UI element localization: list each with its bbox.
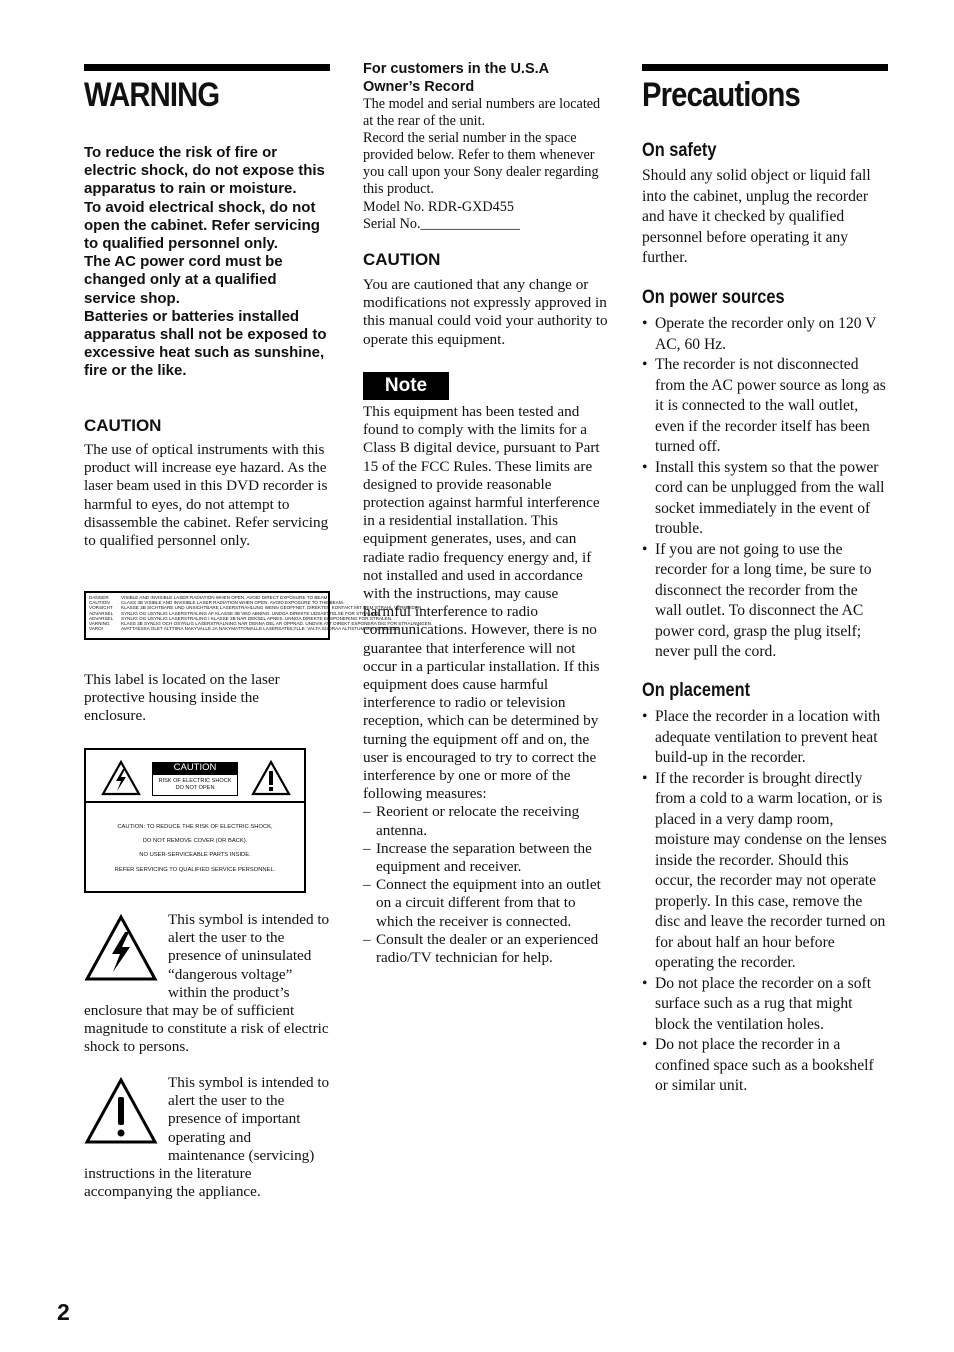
caution-plate-line: NO USER-SERVICEABLE PARTS INSIDE. [139, 852, 251, 859]
list-item: – Connect the equipment into an outlet on a circuit different from that to which the receiver is connected. [363, 876, 609, 931]
usa-heading [363, 61, 609, 96]
warning-title: WARNING [84, 76, 220, 114]
symbol2-text-a [84, 1074, 330, 1201]
precautions-title: Precautions [642, 76, 800, 114]
laser-label-tag: VARO! [89, 626, 103, 632]
list-item: – Consult the dealer or an experienced radio/TV technician for help. [363, 931, 609, 967]
caution-plate-lines [86, 820, 304, 877]
warning-statement: The AC power cord must be changed only at a qualified service shop. [84, 253, 283, 307]
laser-label-tag: CAUTION [89, 600, 110, 606]
laser-label-text: KLASSE 3B SICHTBARE UND UNSICHTBARE LASERSTRAHLUNG WENN GEOFFNET. DIREKTEN KONTAKT MIT DEM STRAHL VERMEIDEN. [121, 605, 423, 611]
caution-plate-line: REFER SERVICING TO QUALIFIED SERVICE PERSONNEL. [114, 866, 276, 873]
usa-heading-line2: Owner’s Record [363, 78, 475, 95]
do-not-open-text: DO NOT OPEN [175, 785, 215, 791]
laser-label-text: KLASS 3B SYNLIG OCH OSYNLIG LASERSTRALNING NAR DENNA DEL AR OPPNAD. UNDVIK ATT DIREKT EXPONERA DIG FOR STRALNINGEN. [121, 621, 433, 627]
warning-statement: To reduce the risk of fire or electric shock, do not expose this apparatus to rain or moisture. [84, 144, 325, 198]
usa-body [363, 96, 609, 233]
usa-section [363, 61, 609, 233]
caution-heading: CAUTION [84, 416, 162, 435]
laser-label-text: AVATTAESSA OLET ALTTIINA NAKYVALLE JA NAKYMATTOMALLE LASERSATEILYLLE. VALTA SUORAA ALTISTUMISTA SATEELLE. [121, 626, 400, 632]
list-item: • If the recorder is brought directly from a cold to a warm location, or is placed in a very damp room, moisture may condense on the lenses inside the recorder. Should this occur, the recorder may not operate properly. In this case, remove the disc and leave the recorder turned on for about half an hour before operating the recorder. [642, 769, 888, 974]
power-list [642, 314, 888, 663]
laser-label-text: SYNLIG OG USYNLIG LASERSTRALING I KLASSE 3B NAR DEKSEL APNES. UNNGA DIREKTE EKSPONERING FOR STRALEN. [121, 615, 393, 621]
laser-label-row [89, 626, 400, 632]
safety-heading: On safety [642, 140, 717, 161]
list-item: – Reorient or relocate the receiving antenna. [363, 803, 609, 839]
list-item: • Place the recorder in a location with adequate ventilation to prevent heat build-up in the recorder. [642, 707, 888, 769]
model-number: Model No. RDR-GXD455 [363, 198, 514, 215]
power-heading: On power sources [642, 287, 785, 308]
usa-text2: Record the serial number in the space provided below. Refer to them whenever you call upon your Sony dealer regarding this product. [363, 130, 599, 198]
placement-list [642, 707, 888, 1097]
list-item: • Install this system so that the power cord can be unplugged from the wall socket immediately in the event of trouble. [642, 458, 888, 540]
list-item: • The recorder is not disconnected from the AC power source as long as it is connected to the wall outlet, even if the recorder itself has been turned off. [642, 355, 888, 458]
note-section [363, 403, 609, 967]
caution-plate-heading: CAUTION [152, 762, 238, 774]
symbol1-text-a [84, 911, 330, 1057]
caution-plate-divider [86, 801, 304, 803]
laser-label-text: SYNLIG OG USYNLIG LASERSTRALING AF KLASSE 3B VED ABNING. UNDGA DIREKTE UDSAETTELSE FOR STRALING. [121, 610, 381, 616]
measures-list [363, 803, 609, 967]
laser-label-text: VISIBLE AND INVISIBLE LASER RADIATION WHEN OPEN. AVOID DIRECT EXPOSURE TO BEAM. [121, 595, 329, 600]
exclamation-triangle-icon [251, 760, 291, 796]
laser-label-tag: ADVARSEL [89, 610, 114, 616]
symbol2-text: This symbol is intended to alert the user to the presence of important operating and maintenance (servicing) instructions in the literature accompanying the appliance. [84, 1074, 330, 1201]
precautions-title-rule [642, 64, 888, 71]
serial-number: Serial No.______________ [363, 215, 520, 232]
risk-text: RISK OF ELECTRIC SHOCK [158, 778, 232, 784]
note-text: This equipment has been tested and found to comply with the limits for a Class B digital device, pursuant to Part 15 of the FCC Rules. These limits are designed to provide reasonable protection against harmful interference in a residential installation. This equipment generates, uses, and can radiate radio frequency energy and, if not installed and used in accordance with the instructions, may cause harmful interference to radio communications. However, there is no guarantee that interference will not occur in a particular installation. If this equipment does cause harmful interference to radio or television reception, which can be determined by turning the equipment off and on, the user is encouraged to try to correct the interference by one or more of the following measures: [363, 403, 600, 803]
laser-label-tag: ADVARSEL [89, 615, 114, 621]
symbol1-text: This symbol is intended to alert the user to the presence of uninsulated “dangerous voltage” within the product’s enclosure that may be of sufficient magnitude to constitute a risk of electric shock to persons. [84, 911, 330, 1056]
lightning-triangle-icon [101, 760, 141, 796]
warning-statements [84, 144, 330, 381]
laser-label-tag: VARNING [89, 621, 110, 627]
caution-plate-line: DO NOT REMOVE COVER (OR BACK). [142, 838, 248, 845]
list-item: – Increase the separation between the equipment and receiver. [363, 840, 609, 876]
safety-text: Should any solid object or liquid fall into the cabinet, unplug the recorder and have it checked by qualified personnel before operating it any further. [642, 167, 871, 266]
warning-statement: Batteries or batteries installed apparatus shall not be exposed to excessive heat such as sunshine, fire or the like. [84, 307, 327, 380]
caution-text: The use of optical instruments with this product will increase eye hazard. As the laser beam used in this DVD recorder is harmful to eyes, do not attempt to disassemble the cabinet. Refer servicing to qualified personnel only. [84, 441, 329, 550]
list-item: • Do not place the recorder in a confined space such as a bookshelf or similar unit. [642, 1035, 888, 1097]
note-badge: Note [363, 372, 449, 400]
laser-label-text: CLASS 3B VISIBLE AND INVISIBLE LASER RADIATION WHEN OPEN. AVOID EXPOSURE TO THE BEAM. [121, 600, 344, 606]
warning-title-rule [84, 64, 330, 71]
caution-plate-subbox [152, 774, 238, 796]
usa-text1: The model and serial numbers are located at the rear of the unit. [363, 96, 601, 130]
usa-caution-heading: CAUTION [363, 250, 441, 269]
usa-heading-line1: For customers in the U.S.A [363, 61, 550, 77]
page-number: 2 [57, 1299, 70, 1325]
list-item: • If you are not going to use the recorder for a long time, be sure to disconnect the recorder from the wall outlet. To disconnect the AC power cord, grasp the plug itself; never pull the cord. [642, 540, 888, 663]
list-item: • Operate the recorder only on 120 V AC, 60 Hz. [642, 314, 888, 355]
warning-statement: To avoid electrical shock, do not open the cabinet. Refer servicing to qualified personnel only. [84, 198, 320, 253]
laser-label-tag: VORSICHT [89, 605, 113, 611]
label-location-text: This label is located on the laser protective housing inside the enclosure. [84, 671, 280, 725]
placement-heading: On placement [642, 680, 751, 701]
caution-plate [84, 748, 306, 893]
laser-label-tag: DANGER [89, 595, 109, 600]
usa-caution-text: You are cautioned that any change or modifications not expressly approved in this manual could void your authority to operate this equipment. [363, 276, 608, 348]
caution-plate-line: CAUTION: TO REDUCE THE RISK OF ELECTRIC SHOCK, [117, 824, 273, 830]
laser-warning-label [84, 591, 433, 640]
list-item: • Do not place the recorder on a soft surface such as a rug that might block the ventilation holes. [642, 974, 888, 1036]
